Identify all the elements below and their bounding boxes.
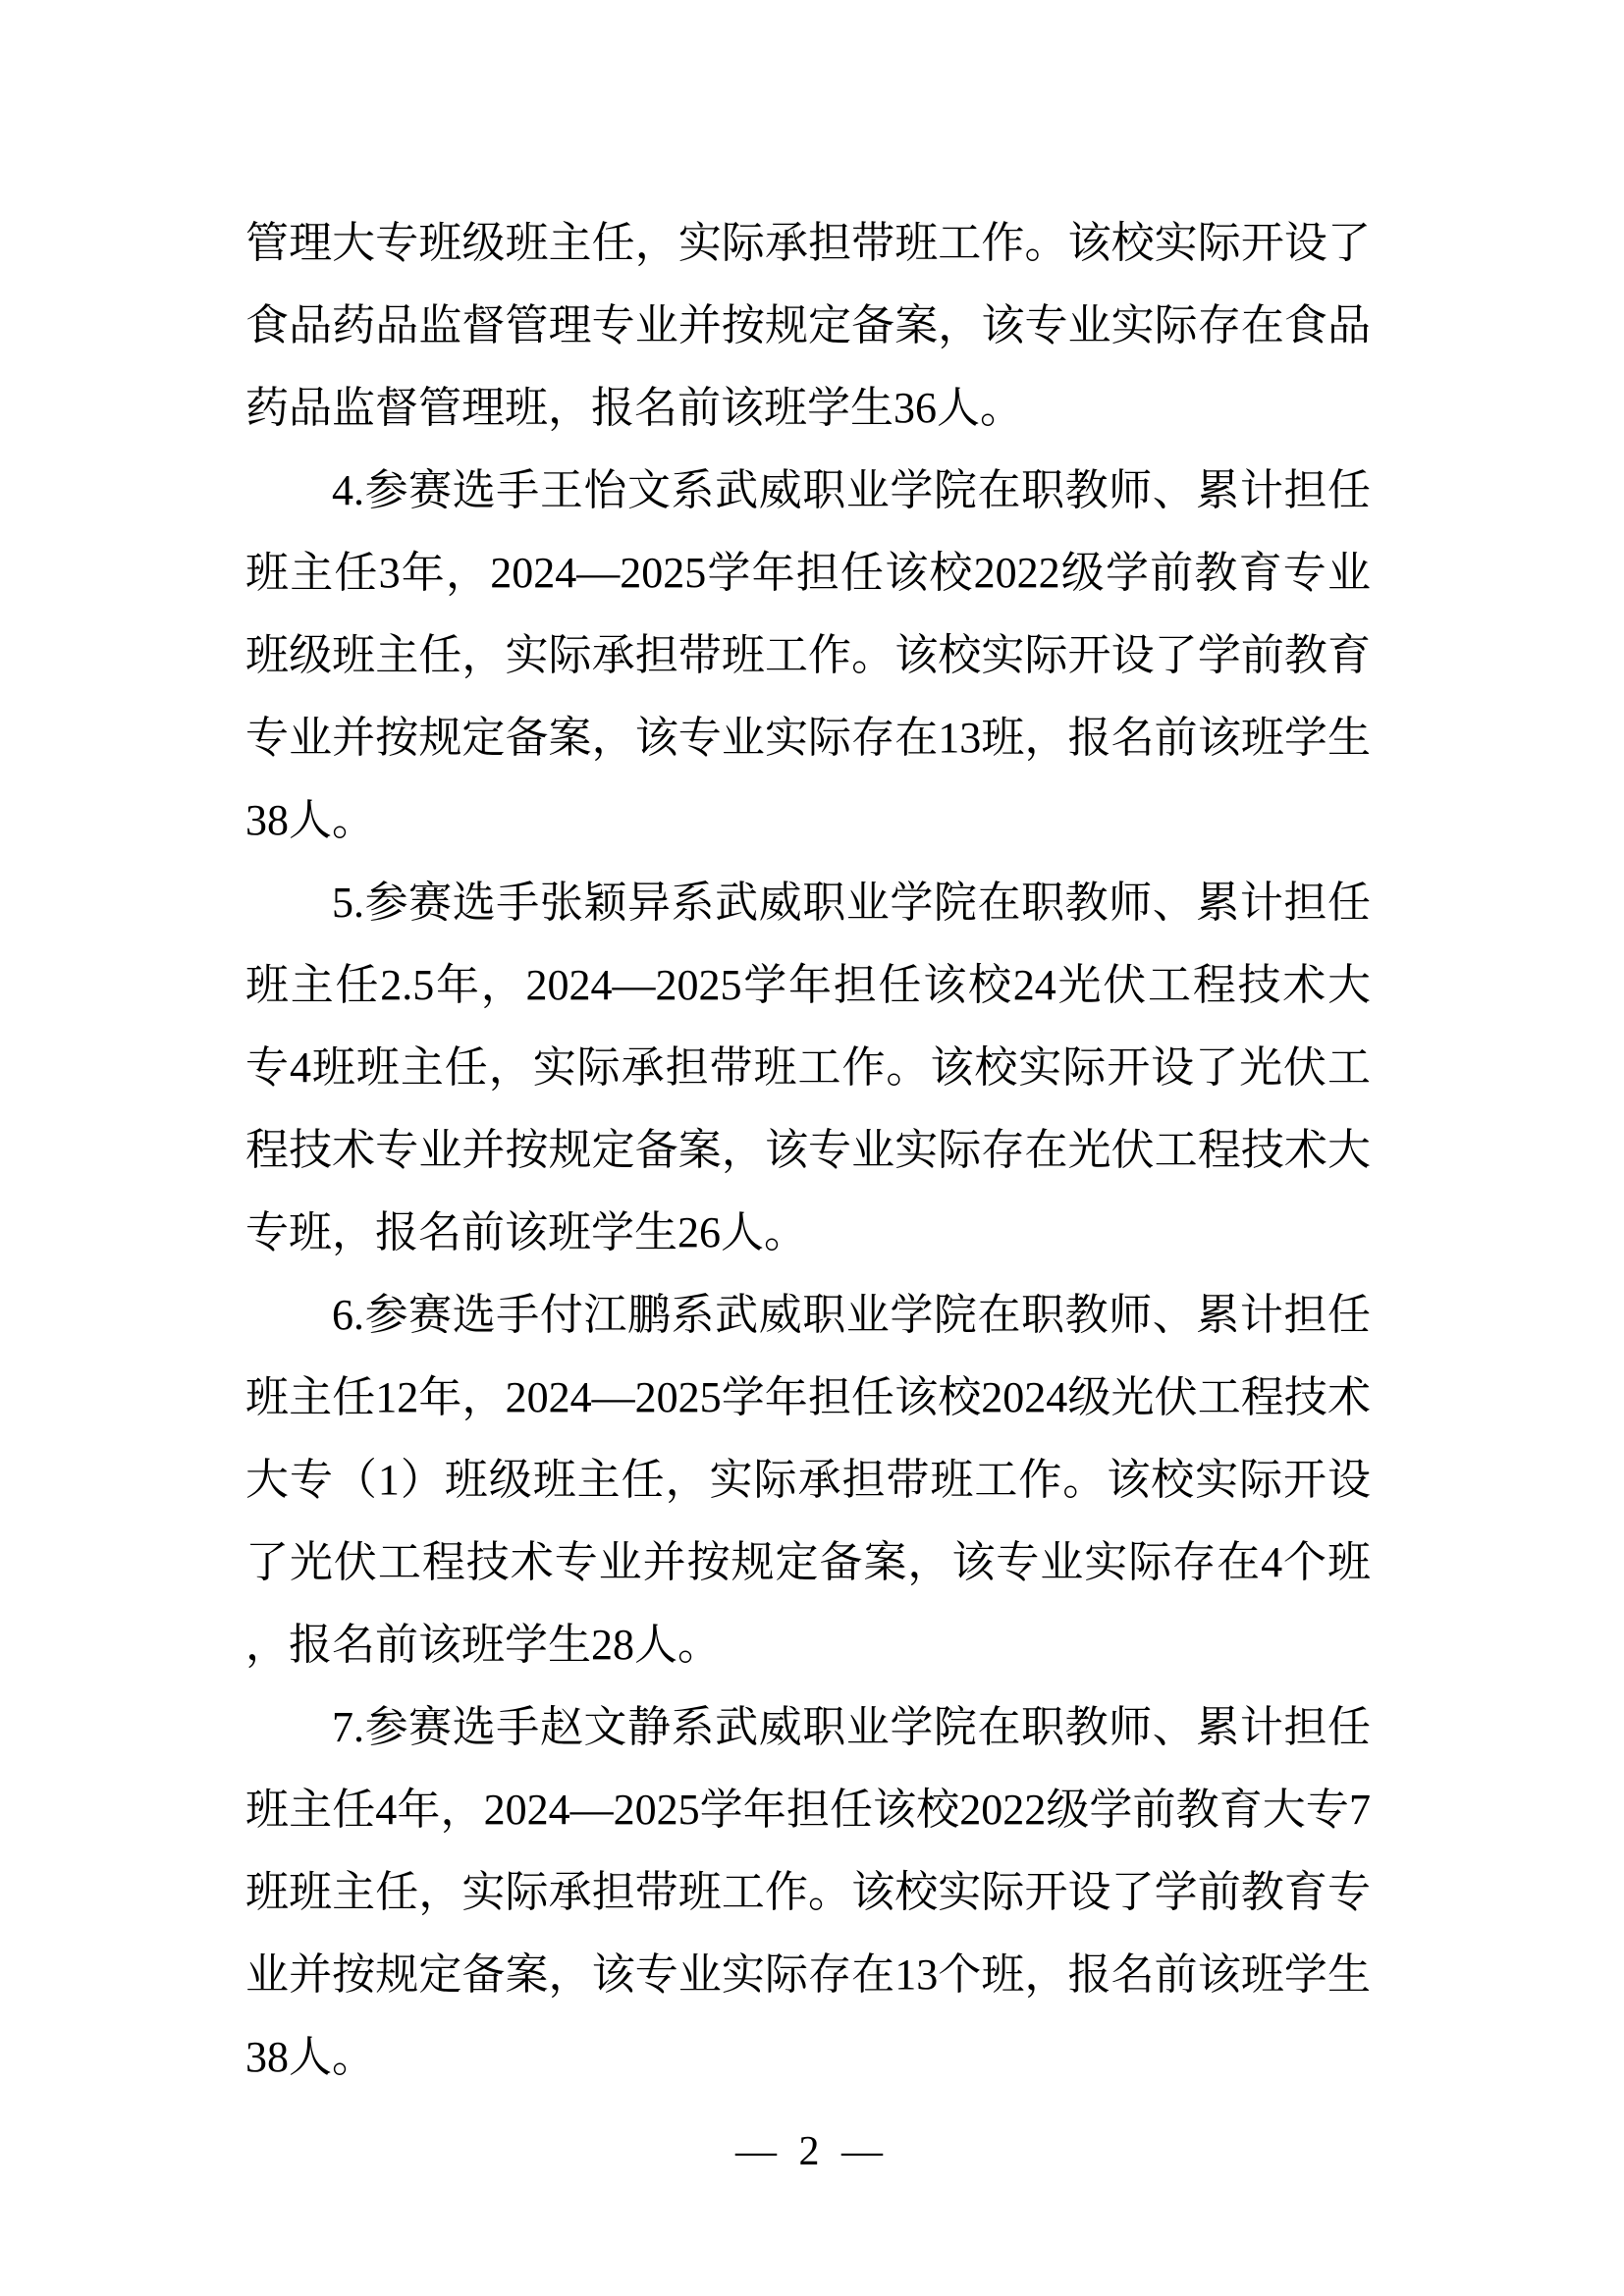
document-line: ，报名前该班学生28人。 [245, 1621, 721, 1669]
document-line: 38人。 [245, 2033, 375, 2081]
document-line: 班主任4年，2024—2025学年担任该校2022级学前教育大专7 [245, 1786, 1371, 1834]
document-content [245, 202, 1371, 2099]
document-line: 6.参赛选手付江鹏系武威职业学院在职教师、累计担任 [332, 1291, 1371, 1339]
document-line: 班主任12年，2024—2025学年担任该校2024级光伏工程技术 [245, 1373, 1371, 1421]
document-line: 5.参赛选手张颖异系武威职业学院在职教师、累计担任 [332, 879, 1371, 927]
document-line: 程技术专业并按规定备案，该专业实际存在光伏工程技术大 [245, 1126, 1371, 1174]
document-line: 38人。 [245, 796, 375, 844]
document-line: 食品药品监督管理专业并按规定备案，该专业实际存在食品 [245, 301, 1371, 349]
document-line: 班级班主任，实际承担带班工作。该校实际开设了学前教育 [245, 631, 1371, 679]
page-number: — 2 — [735, 2129, 889, 2174]
document-line: 班主任2.5年，2024—2025学年担任该校24光伏工程技术大 [245, 961, 1371, 1009]
document-line: 药品监督管理班，报名前该班学生36人。 [245, 384, 1023, 432]
document-line: 班主任3年，2024—2025学年担任该校2022级学前教育专业 [245, 549, 1371, 597]
document-line: 大专（1）班级班主任，实际承担带班工作。该校实际开设 [245, 1456, 1371, 1504]
document-line: 专业并按规定备案，该专业实际存在13班，报名前该班学生 [245, 714, 1371, 762]
document-line: 了光伏工程技术专业并按规定备案，该专业实际存在4个班 [245, 1538, 1371, 1586]
document-line: 专班，报名前该班学生26人。 [245, 1208, 807, 1256]
document-line: 业并按规定备案，该专业实际存在13个班，报名前该班学生 [245, 1950, 1371, 1999]
document-line: 管理大专班级班主任，实际承担带班工作。该校实际开设了 [245, 219, 1371, 267]
document-line: 专4班班主任，实际承担带班工作。该校实际开设了光伏工 [245, 1043, 1371, 1092]
document-line: 班班主任，实际承担带班工作。该校实际开设了学前教育专 [245, 1868, 1371, 1916]
document-line: 7.参赛选手赵文静系武威职业学院在职教师、累计担任 [332, 1703, 1371, 1751]
document-line: 4.参赛选手王怡文系武威职业学院在职教师、累计担任 [332, 466, 1371, 514]
